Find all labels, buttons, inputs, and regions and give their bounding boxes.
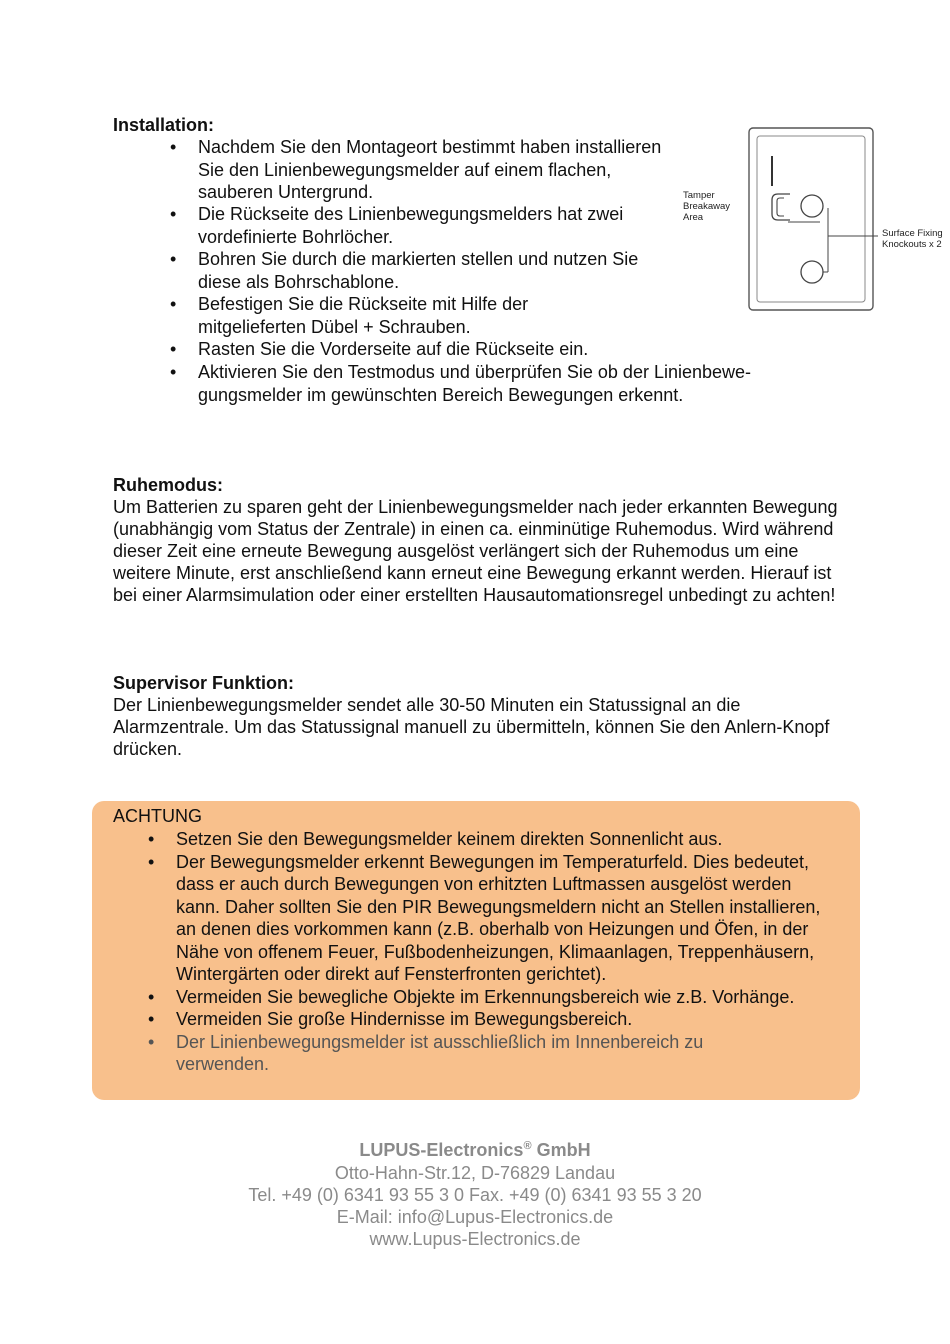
list-item: • Die Rückseite des Linienbewegungsmelders hat zwei vordefinierte Bohrlöcher. xyxy=(170,204,624,247)
footer-phone: Tel. +49 (0) 6341 93 55 3 0 Fax. +49 (0) 6341 93 55 3 20 xyxy=(248,1185,702,1205)
footer-email: E-Mail: info@Lupus-Electronics.de xyxy=(336,1207,614,1227)
list-item: • Nachdem Sie den Montageort bestimmt haben installieren Sie den Linienbewegungsmelder auf einem flachen, sauberen Untergrund. xyxy=(170,137,662,202)
warning-title: ACHTUNG xyxy=(113,806,202,826)
ruhemodus-text: Um Batterien zu sparen geht der Linienbewegungsmelder nach jeder erkannten Bewegung (unabhängig vom Status der Zentrale) in einen ca. einminütige Ruhemodus. Wird während dieser Zeit eine erneute Bewegung ausgelöst verlängert sich der Ruhemodus um eine weitere Minute, erst anschließend kann erneut eine Bewegung erkannt werden. Hierauf ist bei einer Alarmsimulation oder einer erstellten Hausautomationsregel unbedingt zu achten! xyxy=(113,497,838,605)
list-item: • Bohren Sie durch die markierten stellen und nutzen Sie diese als Bohrschablone. xyxy=(170,249,639,292)
footer-website: www.Lupus-Electronics.de xyxy=(369,1229,581,1249)
ruhemodus-heading: Ruhemodus: xyxy=(113,475,223,495)
footer-company: LUPUS-Electronics® GmbH xyxy=(359,1140,591,1160)
list-item: • Der Bewegungsmelder erkennt Bewegungen im Temperaturfeld. Dies bedeutet, dass er auch durch Bewegungen von erhitzten Luftmassen ausgelöst werden kann. Daher sollten Sie den PIR Bewegungsmeldern nicht an Stellen installieren, an denen dies vorkommen kann (z.B. oberhalb von Heizungen und Öfen, in der Nähe von offenem Feuer, Fußbodenheizungen, Klimaanlagen, Treppenhäusern, Wintergärten oder direkt auf Fensterfronten gerichtet). xyxy=(148,851,821,984)
list-item: • Der Linienbewegungsmelder ist ausschließlich im Innenbereich zu verwenden. xyxy=(148,1031,704,1074)
tamper-label: Tamper Breakaway Area xyxy=(683,190,730,223)
list-item: • Aktivieren Sie den Testmodus und überprüfen Sie ob der Linienbewe-gungsmelder im gewünschten Bereich Bewegungen erkennt. xyxy=(170,362,752,405)
mounting-diagram xyxy=(680,126,946,316)
supervisor-heading: Supervisor Funktion: xyxy=(113,673,295,693)
list-item: • Vermeiden Sie große Hindernisse im Bewegungsbereich. xyxy=(148,1009,633,1029)
list-item: • Setzen Sie den Bewegungsmelder keinem direkten Sonnenlicht aus. xyxy=(148,829,723,849)
list-item: • Rasten Sie die Vorderseite auf die Rückseite ein. xyxy=(170,339,589,359)
knockouts-label: Surface Fixing Knockouts x 2 xyxy=(882,228,943,250)
list-item: • Vermeiden Sie bewegliche Objekte im Erkennungsbereich wie z.B. Vorhänge. xyxy=(148,986,795,1007)
supervisor-text: Der Linienbewegungsmelder sendet alle 30-50 Minuten ein Statussignal an die Alarmzentrale. Um das Statussignal manuell zu übermitteln, können Sie den Anlern-Knopf drücken. xyxy=(113,695,830,759)
installation-heading: Installation: xyxy=(113,115,215,135)
list-item: • Befestigen Sie die Rückseite mit Hilfe der mitgelieferten Dübel + Schrauben. xyxy=(170,294,529,337)
footer-address: Otto-Hahn-Str.12, D-76829 Landau xyxy=(334,1163,616,1183)
warning-list xyxy=(148,828,846,1076)
